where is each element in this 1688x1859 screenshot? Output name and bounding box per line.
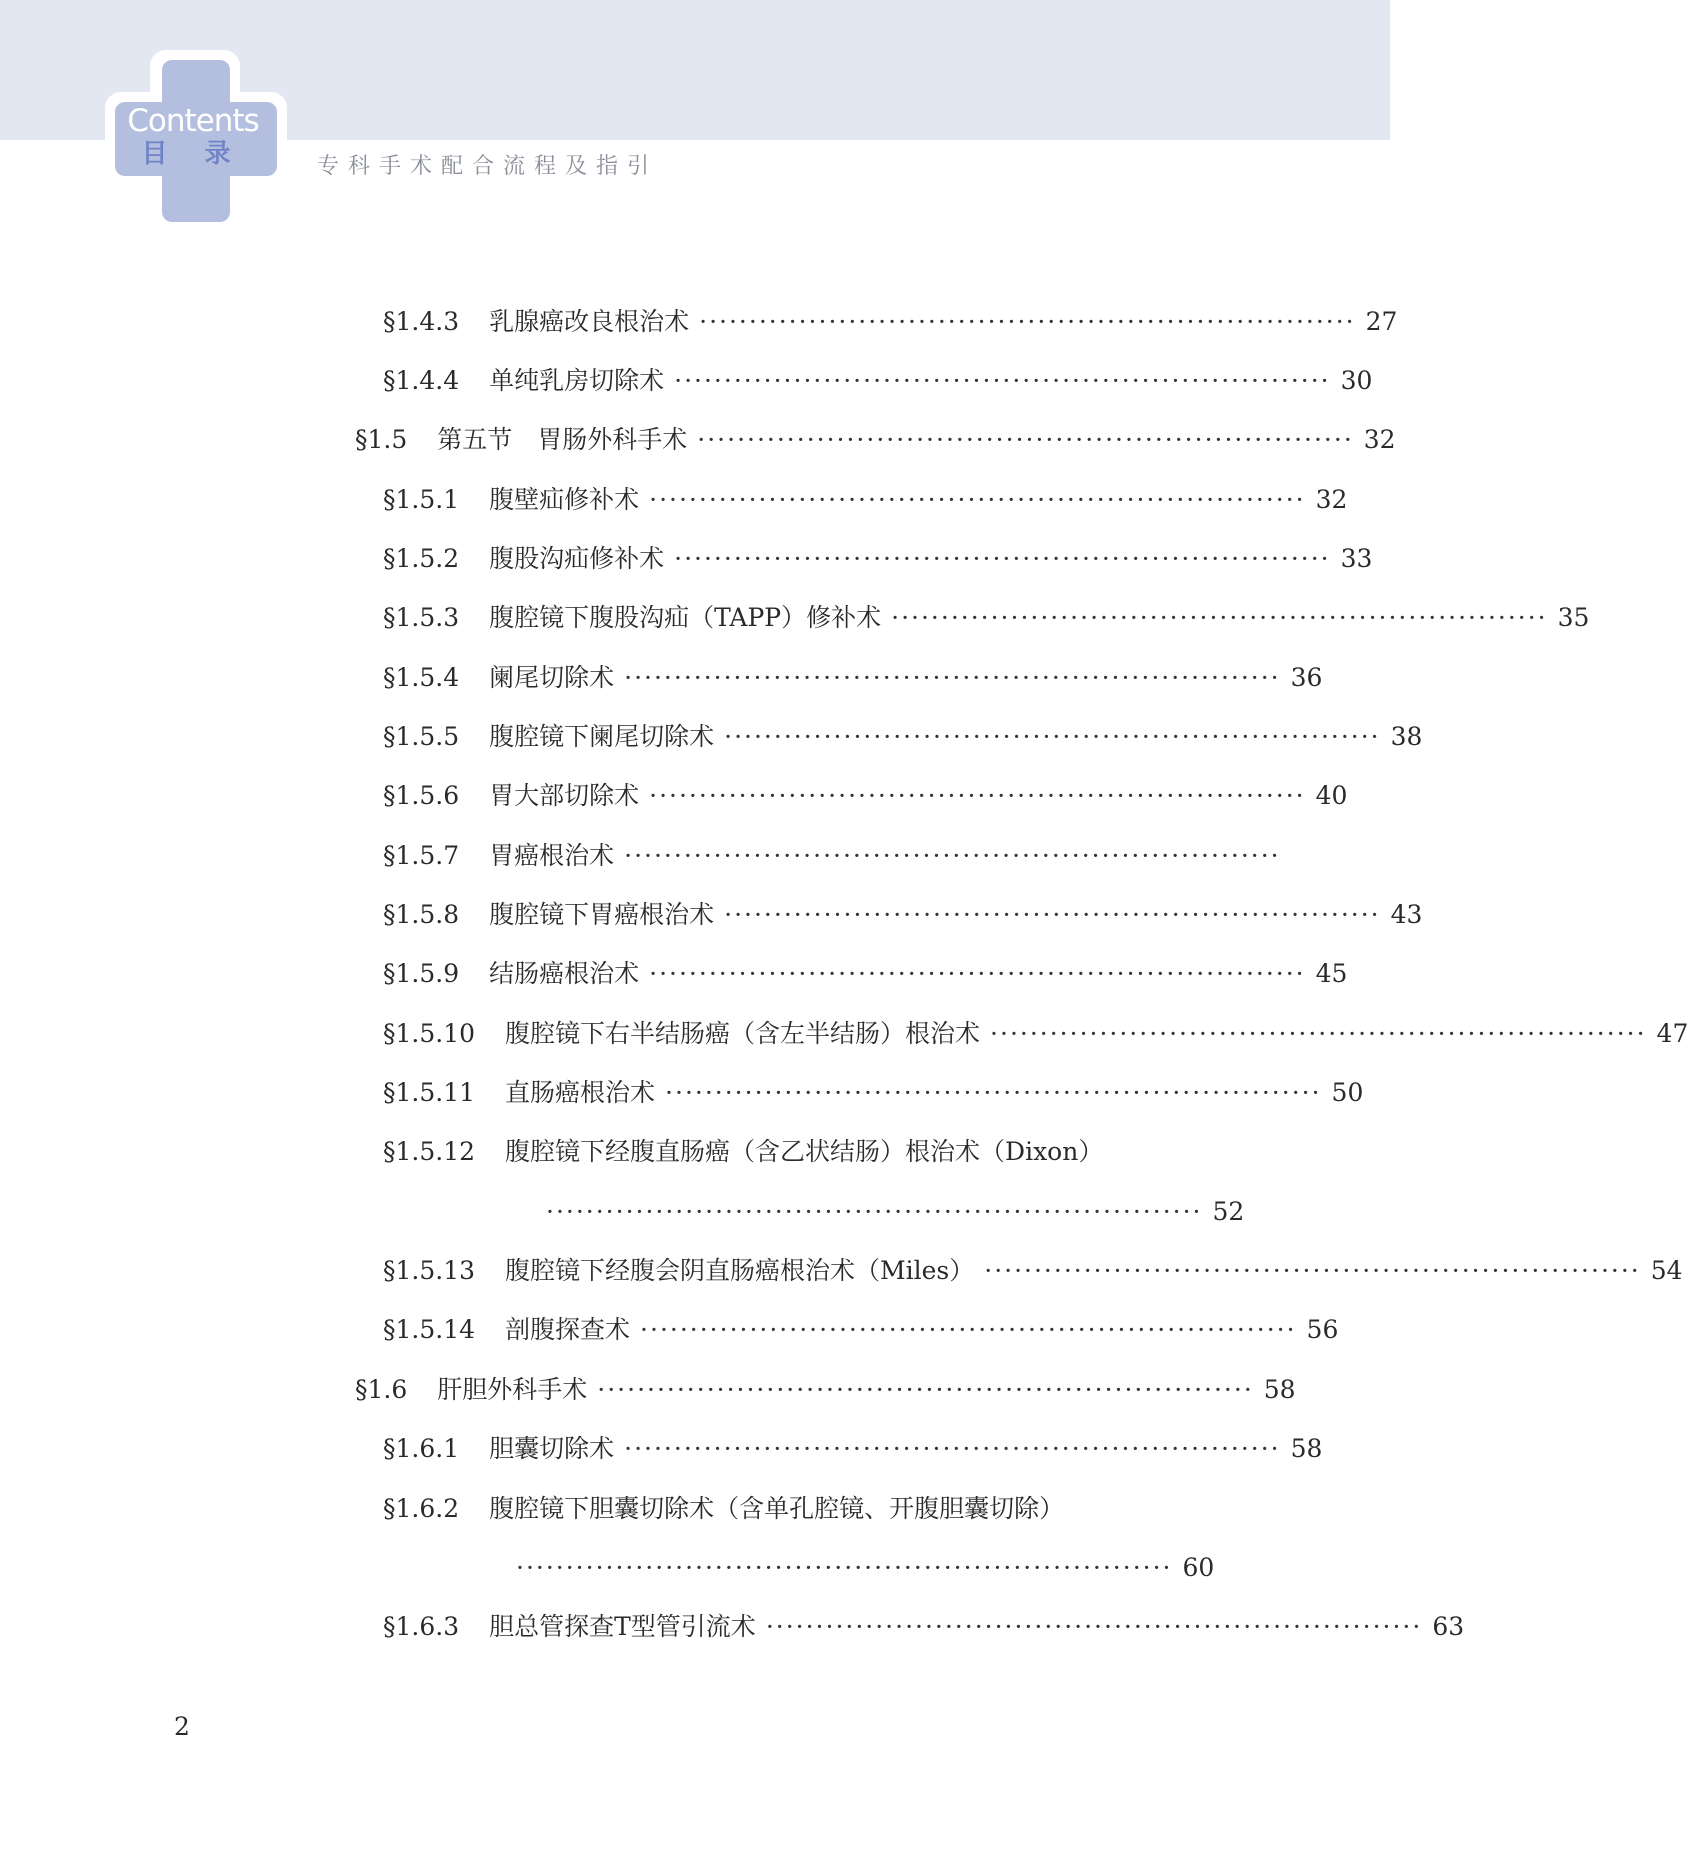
toc-entry[interactable] (383, 1014, 1688, 1054)
toc-page: 45 (1315, 959, 1348, 988)
toc-entry[interactable] (383, 302, 1398, 342)
toc-leader: ·································································· (516, 1553, 1173, 1582)
toc-title: 剖腹探查术 (505, 1315, 631, 1344)
toc-page: 33 (1340, 544, 1373, 573)
toc-number: §1.5.3 (383, 603, 460, 632)
toc-entry[interactable] (383, 1132, 1192, 1172)
toc-page: 50 (1331, 1078, 1364, 1107)
toc-title: 腹腔镜下阑尾切除术 (489, 722, 715, 751)
toc-title: 胃大部切除术 (489, 781, 640, 810)
toc-number: §1.6.1 (383, 1434, 460, 1463)
toc-page: 40 (1315, 781, 1348, 810)
toc-leader: ·································································· (697, 425, 1354, 454)
toc-number: §1.6.3 (383, 1612, 460, 1641)
toc-leader: ·································································· (624, 841, 1281, 870)
toc-page: 63 (1432, 1612, 1465, 1641)
toc-title: 结肠癌根治术 (489, 959, 640, 988)
toc-number: §1.5.7 (383, 841, 460, 870)
toc-page: 32 (1363, 425, 1396, 454)
toc-leader: ·································································· (674, 366, 1331, 395)
toc-leader: ·································································· (649, 781, 1306, 810)
toc-page: 35 (1557, 603, 1590, 632)
toc-number: §1.5.5 (383, 722, 460, 751)
toc-title: 腹腔镜下经腹会阴直肠癌根治术（Miles） (505, 1256, 975, 1285)
toc-entry[interactable] (383, 1310, 1339, 1350)
toc-title: 乳腺癌改良根治术 (489, 307, 690, 336)
toc-page: 43 (1390, 900, 1423, 929)
toc-entry[interactable] (383, 954, 1348, 994)
toc-title: 肝胆外科手术 (437, 1375, 588, 1404)
toc-entry[interactable] (383, 1607, 1465, 1647)
toc-page: 32 (1315, 485, 1348, 514)
toc-entry[interactable] (383, 480, 1348, 520)
toc-leader: ·································································· (699, 307, 1356, 336)
toc-entry[interactable] (383, 1073, 1364, 1113)
toc-title: 腹腔镜下腹股沟疝（TAPP）修补术 (489, 603, 882, 632)
toc-page: 58 (1290, 1434, 1323, 1463)
toc-title: 单纯乳房切除术 (489, 366, 665, 395)
toc-leader: ·································································· (891, 603, 1548, 632)
toc-leader: ·································································· (649, 485, 1306, 514)
toc-page: 30 (1340, 366, 1373, 395)
toc-page: 54 (1650, 1256, 1683, 1285)
toc-leader: ·································································· (624, 1434, 1281, 1463)
toc-entry[interactable] (383, 776, 1348, 816)
toc-title: 直肠癌根治术 (505, 1078, 656, 1107)
toc-entry[interactable] (383, 1489, 1192, 1529)
toc-number: §1.4.4 (383, 366, 460, 395)
toc-leader: ·································································· (990, 1019, 1647, 1048)
toc-entry[interactable] (383, 598, 1590, 638)
toc-number: §1.5.4 (383, 663, 460, 692)
toc-page: 60 (1182, 1553, 1215, 1582)
toc-entry[interactable] (383, 361, 1373, 401)
toc-leader: ·································································· (649, 959, 1306, 988)
toc-leader: ·································································· (597, 1375, 1254, 1404)
toc-number: §1.5.1 (383, 485, 460, 514)
toc-title: 腹腔镜下右半结肠癌（含左半结肠）根治术 (505, 1019, 981, 1048)
toc-leader: ·································································· (765, 1612, 1423, 1641)
toc-leader: ·································································· (624, 663, 1281, 692)
toc-entry-continuation[interactable] (506, 1548, 1215, 1588)
toc-title: 胆总管探查T型管引流术 (489, 1612, 756, 1641)
toc-number: §1.5.2 (383, 544, 460, 573)
toc-page: 56 (1306, 1315, 1339, 1344)
logo-mulu-label: 目 录 (141, 139, 245, 169)
toc-entry[interactable] (383, 717, 1423, 757)
toc-number: §1.5.10 (383, 1019, 476, 1048)
toc-entry[interactable] (383, 836, 1281, 876)
logo-contents-label: Contents (127, 103, 259, 139)
toc-title: 腹腔镜下胃癌根治术 (489, 900, 715, 929)
toc-number: §1.5 (355, 425, 408, 454)
toc-entry-continuation[interactable] (536, 1192, 1245, 1232)
toc-title: 腹腔镜下胆囊切除术（含单孔腔镜、开腹胆囊切除） (489, 1494, 1065, 1523)
toc-leader: ·································································· (724, 900, 1381, 929)
toc-page: 52 (1212, 1197, 1245, 1226)
toc-title: 胃癌根治术 (489, 841, 615, 870)
toc-page: 38 (1390, 722, 1423, 751)
toc-entry-section[interactable] (355, 420, 1396, 460)
toc-number: §1.5.11 (383, 1078, 476, 1107)
toc-entry[interactable] (383, 895, 1423, 935)
toc-page: 58 (1263, 1375, 1296, 1404)
toc-leader: ·································································· (674, 544, 1331, 573)
toc-number: §1.5.13 (383, 1256, 476, 1285)
toc-title: 第五节 胃肠外科手术 (437, 425, 688, 454)
toc-entry[interactable] (383, 1251, 1683, 1291)
toc-number: §1.4.3 (383, 307, 460, 336)
toc-number: §1.5.6 (383, 781, 460, 810)
toc-leader: ·································································· (640, 1315, 1297, 1344)
toc-title: 腹壁疝修补术 (489, 485, 640, 514)
toc-title: 阑尾切除术 (489, 663, 615, 692)
toc-number: §1.6.2 (383, 1494, 460, 1523)
toc-title: 腹股沟疝修补术 (489, 544, 665, 573)
toc-entry-section[interactable] (355, 1370, 1296, 1410)
toc-number: §1.6 (355, 1375, 408, 1404)
toc-page: 47 (1656, 1019, 1688, 1048)
toc-entry[interactable] (383, 539, 1373, 579)
toc-title: 胆囊切除术 (489, 1434, 615, 1463)
toc-leader: ·································································· (724, 722, 1381, 751)
toc-page: 27 (1365, 307, 1398, 336)
toc-leader: ·································································· (546, 1197, 1203, 1226)
toc-number: §1.5.14 (383, 1315, 476, 1344)
toc-entry[interactable] (383, 658, 1323, 698)
toc-number: §1.5.9 (383, 959, 460, 988)
toc-leader: ·································································· (665, 1078, 1322, 1107)
toc-number: §1.5.8 (383, 900, 460, 929)
toc-leader: ·································································· (984, 1256, 1641, 1285)
toc-number: §1.5.12 (383, 1137, 476, 1166)
toc-entry[interactable] (383, 1429, 1323, 1469)
book-title: 专科手术配合流程及指引 (317, 154, 659, 179)
toc-page: 36 (1290, 663, 1323, 692)
toc-title: 腹腔镜下经腹直肠癌（含乙状结肠）根治术（Dixon） (505, 1137, 1104, 1166)
page-number: 2 (174, 1712, 190, 1741)
